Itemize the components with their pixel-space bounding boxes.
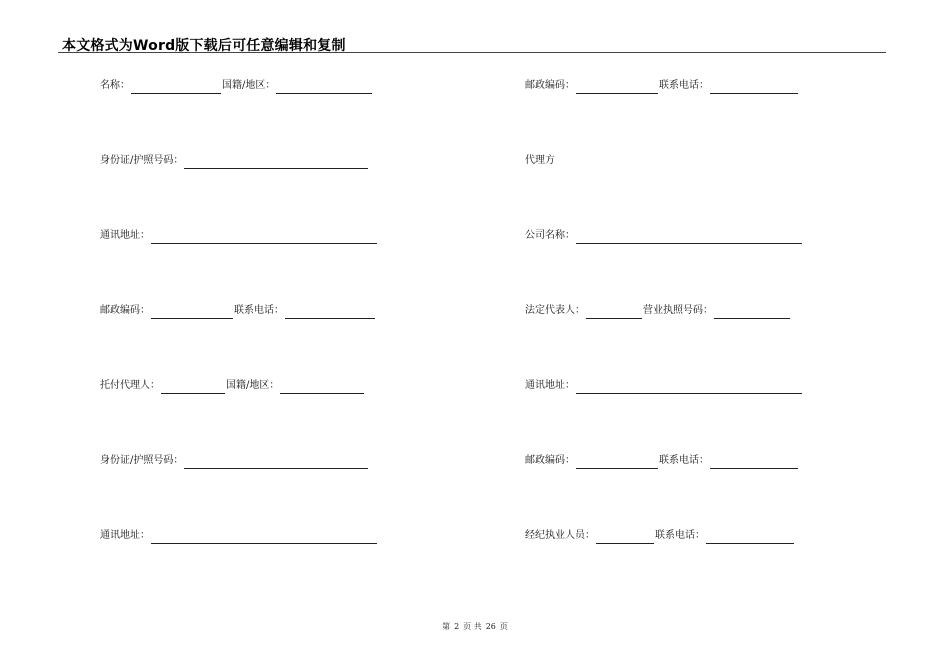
postcode-row-right <box>525 78 799 94</box>
id-field[interactable] <box>184 157 368 169</box>
agent-address-field[interactable] <box>151 532 377 544</box>
broker-phone-field[interactable] <box>706 532 794 544</box>
agent-id-row <box>100 453 369 469</box>
name-label: 名称： <box>100 80 130 91</box>
address-field[interactable] <box>151 232 377 244</box>
agency-postcode-label: 邮政编码： <box>525 455 575 466</box>
nationality-label: 国籍/地区： <box>222 80 276 91</box>
agency-postcode-field[interactable] <box>576 457 658 469</box>
phone-field[interactable] <box>285 307 375 319</box>
agent-row <box>100 378 365 394</box>
page-footer <box>0 621 950 632</box>
agent-label: 托付代理人： <box>100 380 160 391</box>
company-row <box>525 228 803 244</box>
legal-rep-row <box>525 303 791 319</box>
agency-phone-field[interactable] <box>710 457 798 469</box>
page-total: 26 <box>485 622 496 631</box>
agent-address-row <box>100 528 378 544</box>
agency-address-field[interactable] <box>576 382 802 394</box>
postcode-field[interactable] <box>576 82 658 94</box>
address-row <box>100 228 378 244</box>
agency-heading-row <box>525 153 555 169</box>
license-field[interactable] <box>714 307 790 319</box>
agent-id-field[interactable] <box>184 457 368 469</box>
phone-label: 联系电话： <box>659 80 709 91</box>
agency-heading: 代理方 <box>525 155 555 166</box>
page-mid: 页 共 <box>463 622 482 631</box>
agent-nationality-label: 国籍/地区： <box>226 380 280 391</box>
agency-postcode-row <box>525 453 799 469</box>
broker-label: 经纪执业人员： <box>525 530 595 541</box>
address-label: 通讯地址： <box>100 230 150 241</box>
company-field[interactable] <box>576 232 802 244</box>
agent-field[interactable] <box>161 382 225 394</box>
company-label: 公司名称： <box>525 230 575 241</box>
name-row <box>100 78 373 94</box>
nationality-field[interactable] <box>276 82 372 94</box>
legal-rep-field[interactable] <box>586 307 642 319</box>
broker-field[interactable] <box>596 532 654 544</box>
agent-id-label: 身份证/护照号码： <box>100 455 184 466</box>
agency-address-label: 通讯地址： <box>525 380 575 391</box>
page-suffix: 页 <box>499 622 508 631</box>
header-divider <box>58 52 886 53</box>
postcode-label: 邮政编码： <box>525 80 575 91</box>
page-number: 2 <box>454 622 460 631</box>
license-label: 营业执照号码： <box>643 305 713 316</box>
agency-phone-label: 联系电话： <box>659 455 709 466</box>
name-field[interactable] <box>131 82 221 94</box>
legal-rep-label: 法定代表人： <box>525 305 585 316</box>
agency-address-row <box>525 378 803 394</box>
id-row <box>100 153 369 169</box>
postcode-row <box>100 303 376 319</box>
postcode-label: 邮政编码： <box>100 305 150 316</box>
phone-label: 联系电话： <box>234 305 284 316</box>
broker-row <box>525 528 795 544</box>
postcode-field[interactable] <box>151 307 233 319</box>
broker-phone-label: 联系电话： <box>655 530 705 541</box>
agent-address-label: 通讯地址： <box>100 530 150 541</box>
page-prefix: 第 <box>442 622 451 631</box>
agent-nationality-field[interactable] <box>280 382 364 394</box>
header-title: 本文格式为Word版下载后可任意编辑和复制 <box>62 38 346 54</box>
phone-field[interactable] <box>710 82 798 94</box>
id-label: 身份证/护照号码： <box>100 155 184 166</box>
